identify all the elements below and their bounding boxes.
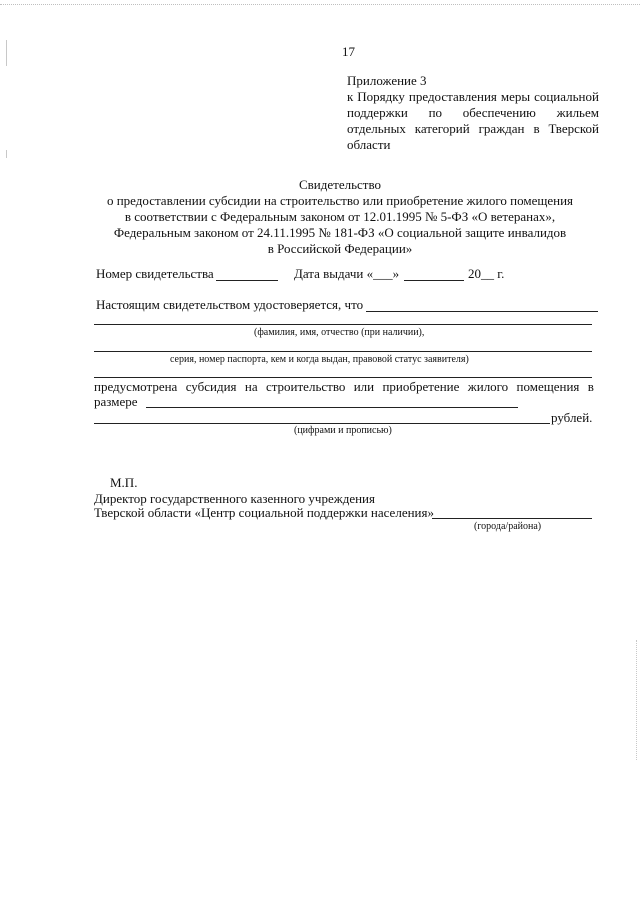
page-number: 17 [342, 44, 355, 59]
amount-field[interactable] [146, 407, 518, 408]
cert-number-field[interactable] [216, 280, 278, 281]
appendix-reference [347, 73, 599, 153]
amount-label: размере [94, 394, 138, 409]
recipient-field-continued[interactable] [94, 324, 592, 325]
scan-artifact-left [6, 150, 7, 158]
appendix-line: области [347, 137, 391, 152]
subsidy-text: предусмотрена субсидия на строительство или приобретение жилого помещения в [94, 379, 594, 394]
appendix-line: к Порядку предоставления меры социальной [347, 89, 599, 104]
title-heading: Свидетельство [298, 177, 382, 192]
director-organization: Тверской области «Центр социальной поддержки населения» [94, 505, 434, 520]
amount-words-field[interactable] [94, 423, 550, 424]
scan-artifact-left [6, 40, 7, 66]
passport-field-continued[interactable] [94, 377, 592, 378]
passport-field[interactable] [94, 351, 592, 352]
appendix-line: поддержки по обеспечению жильем [347, 105, 599, 120]
issue-date-label: Дата выдачи «___» [294, 266, 400, 281]
appendix-line: Приложение 3 [347, 73, 427, 88]
rubles-label: рублей. [551, 410, 593, 425]
recipient-field[interactable] [366, 311, 598, 312]
title-subtitle: о предоставлении субсидии на строительство или приобретение жилого помещения в соответствии с Федеральным законом от 12.01.1995 № 5-ФЗ «О ветеранах», Федеральным законом от 24.11.1995 № 181-ФЗ «О социальной защите инвалидов в Российской Федерации» [106, 193, 574, 256]
issue-date-month-field[interactable] [404, 280, 464, 281]
caption-passport: серия, номер паспорта, кем и когда выдан, правовой статус заявителя) [170, 354, 469, 365]
appendix-line: отдельных категорий граждан в Тверской [347, 121, 599, 136]
city-field[interactable] [432, 518, 592, 519]
scan-artifact-right [636, 640, 637, 760]
caption-fio: (фамилия, имя, отчество (при наличии), [254, 327, 425, 338]
stamp-placeholder: М.П. [110, 475, 138, 490]
certify-text: Настоящим свидетельством удостоверяется, что [96, 297, 364, 312]
cert-number-label: Номер свидетельства [96, 266, 214, 281]
caption-amount: (цифрами и прописью) [294, 425, 392, 436]
scan-artifact-top [0, 4, 640, 5]
document-title [70, 177, 610, 193]
issue-year: 20__ г. [468, 266, 505, 281]
caption-city: (города/района) [474, 521, 542, 532]
director-title: Директор государственного казенного учреждения [94, 491, 375, 506]
